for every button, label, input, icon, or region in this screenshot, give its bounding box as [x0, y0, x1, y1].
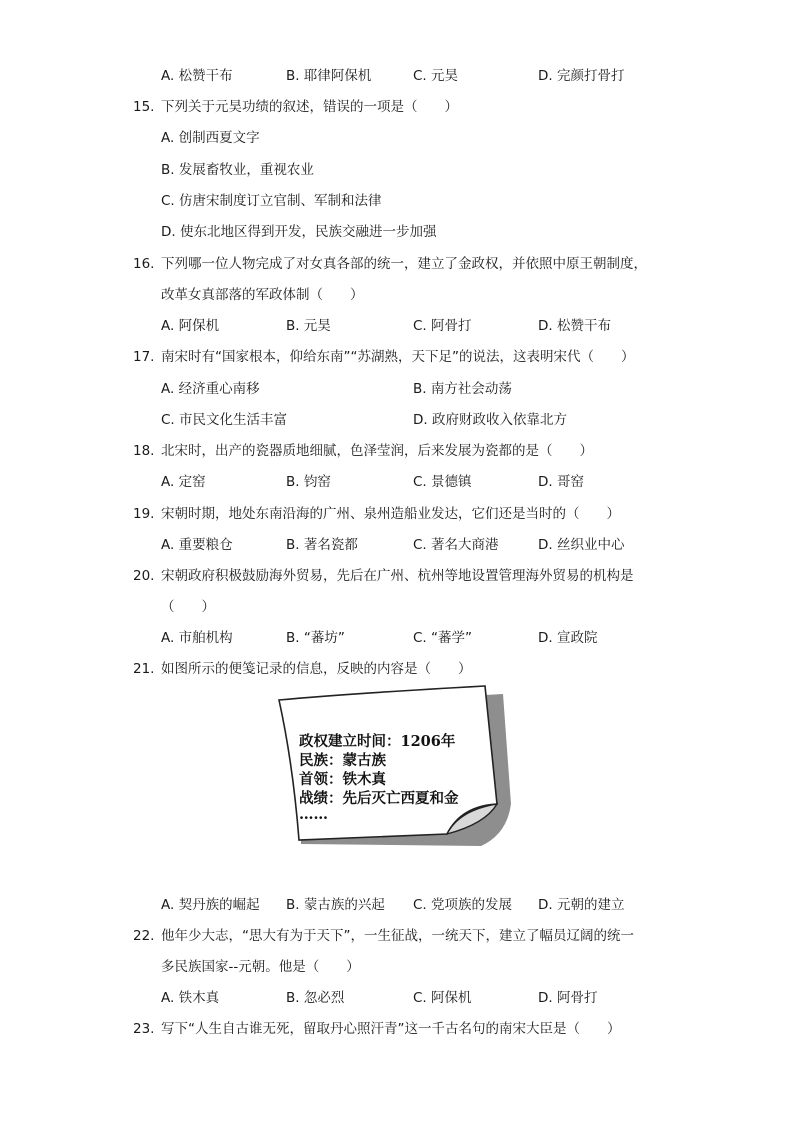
note-line-founding-year: 政权建立时间：1206年	[299, 733, 456, 750]
q23-number: 23.	[133, 1021, 155, 1037]
note-line-ethnicity: 民族：蒙古族	[299, 752, 386, 769]
note-line-ellipsis: ……	[299, 806, 328, 823]
q15-option-c: C. 仿唐宋制度订立官制、军制和法律	[161, 193, 382, 209]
q19-option-a: A. 重要粮仓	[161, 537, 233, 553]
q22-option-a: A. 铁木真	[161, 990, 220, 1006]
q19-stem: 宋朝时期，地处东南沿海的广州、泉州造船业发达，它们还是当时的（ ）	[161, 506, 620, 522]
q18-stem: 北宋时，出产的瓷器质地细腻，色泽莹润，后来发展为瓷都的是（ ）	[161, 443, 593, 459]
q19-option-b: B. 著名瓷都	[286, 537, 358, 553]
q21-option-d: D. 元朝的建立	[538, 897, 625, 913]
q15-option-b: B. 发展畜牧业，重视农业	[161, 162, 314, 178]
q20-stem: 宋朝政府积极鼓励海外贸易，先后在广州、杭州等地设置管理海外贸易的机构是	[161, 568, 634, 584]
note-line-leader: 首领：铁木真	[299, 771, 386, 788]
q22-stem-cont: 多民族国家--元朝。他是（ ）	[161, 959, 360, 975]
q17-option-b: B. 南方社会动荡	[413, 381, 512, 397]
q14-option-b: B. 耶律阿保机	[286, 68, 372, 84]
q16-option-c: C. 阿骨打	[413, 318, 472, 334]
q14-option-a: A. 松赞干布	[161, 68, 233, 84]
q15-option-a: A. 创制西夏文字	[161, 130, 260, 146]
q19-option-c: C. 著名大商港	[413, 537, 499, 553]
q21-number: 21.	[133, 661, 155, 677]
q20-stem-cont: （ ）	[161, 599, 215, 615]
q16-stem: 下列哪一位人物完成了对女真各部的统一，建立了金政权，并依照中原王朝制度，	[161, 256, 647, 272]
q22-number: 22.	[133, 928, 155, 944]
q21-option-b: B. 蒙古族的兴起	[286, 897, 385, 913]
q17-option-a: A. 经济重心南移	[161, 381, 260, 397]
q20-number: 20.	[133, 568, 155, 584]
q19-number: 19.	[133, 506, 155, 522]
q15-stem: 下列关于元昊功绩的叙述，错误的一项是（ ）	[161, 99, 458, 115]
q20-option-c: C. “蕃学”	[413, 630, 472, 646]
q22-option-d: D. 阿骨打	[538, 990, 598, 1006]
q19-option-d: D. 丝织业中心	[538, 537, 625, 553]
q18-option-d: D. 哥窑	[538, 474, 584, 490]
q16-number: 16.	[133, 256, 155, 272]
q21-stem: 如图所示的便笺记录的信息，反映的内容是（ ）	[161, 661, 472, 677]
q22-option-b: B. 忽必烈	[286, 990, 345, 1006]
q22-option-c: C. 阿保机	[413, 990, 472, 1006]
sticky-note-figure	[271, 684, 521, 852]
q15-number: 15.	[133, 99, 155, 115]
q20-option-d: D. 宣政院	[538, 630, 598, 646]
q14-option-c: C. 元昊	[413, 68, 459, 84]
note-line-achievements: 战绩：先后灭亡西夏和金	[299, 790, 459, 807]
q22-stem: 他年少大志，“思大有为于天下”，一生征战，一统天下，建立了幅员辽阔的统一	[161, 928, 634, 944]
q23-stem: 写下“人生自古谁无死，留取丹心照汗青”这一千古名句的南宋大臣是（ ）	[161, 1021, 621, 1037]
q21-option-a: A. 契丹族的崛起	[161, 897, 260, 913]
q16-option-d: D. 松赞干布	[538, 318, 611, 334]
q18-option-b: B. 钧窑	[286, 474, 331, 490]
q16-option-a: A. 阿保机	[161, 318, 220, 334]
q18-option-c: C. 景德镇	[413, 474, 472, 490]
q20-option-a: A. 市舶机构	[161, 630, 233, 646]
q20-option-b: B. “蕃坊”	[286, 630, 345, 646]
q17-number: 17.	[133, 349, 155, 365]
q17-stem: 南宋时有“国家根本，仰给东南”“苏湖熟，天下足”的说法，这表明宋代（ ）	[161, 349, 635, 365]
q15-option-d: D. 使东北地区得到开发，民族交融进一步加强	[161, 224, 437, 240]
q17-option-c: C. 市民文化生活丰富	[161, 412, 288, 428]
q17-option-d: D. 政府财政收入依靠北方	[413, 412, 567, 428]
q21-option-c: C. 党项族的发展	[413, 897, 513, 913]
q18-number: 18.	[133, 443, 155, 459]
q18-option-a: A. 定窑	[161, 474, 206, 490]
q14-option-d: D. 完颜打骨打	[538, 68, 625, 84]
q16-option-b: B. 元昊	[286, 318, 331, 334]
q16-stem-cont: 改革女真部落的军政体制（ ）	[161, 287, 364, 303]
